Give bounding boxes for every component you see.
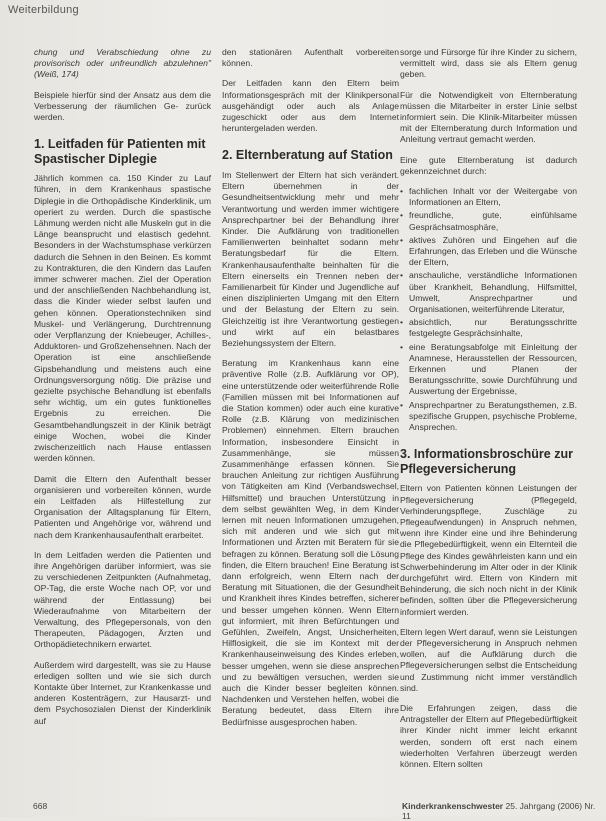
paragraph: In dem Leitfaden werden die Patienten und ihre Angehörigen darüber informiert, was sie zu verschiedenen Zeitpunkten (Aufnahmetag, OP-Tag, die erste Woche nach OP, vor und während der Entlassung) bei Wiederaufnahme von Mitarbeitern der Verwaltung, des Pflegepersonals, von den Therapeuten, Pädagogen, Ärzten und Orthopädietechnikern erwartet. [34,549,211,650]
list-item: • aktives Zuhören und Eingehen auf die Erfahrungen, das Erleben und die Wünsche der Eltern, [400,235,577,269]
paragraph: chung und Verabschiedung ohne zu provisorisch oder unfreundlich abzulehnen" (Weiß, 174) [34,47,211,80]
paragraph: Für die Notwendigkeit von Elternberatung müssen die Mitarbeiter in erster Linie selbst informiert sein. Die Klinik-Mitarbeiter müssen mit der Elternberatung durch Information und Anleitung vertraut gemacht werden. [400,89,577,145]
journal-issue: 25. Jahrgang (2006) Nr. 11 [402,801,596,821]
list-item: • eine Beratungsabfolge mit Einleitung der Anamnese, Herausstellen der Ressourcen, Erkennen und Planen der Beratungsschritte, sowie Durchführung und Auswertung der Ergebnisse, [400,342,577,398]
paragraph: Eltern von Patienten können Leistungen der Pflegeversicherung (Pflegegeld, Verhinderungspflege, Zuschläge zu Pflegeaufwendungen) in Anspruch nehmen, wenn ihre Kinder eine und ihre Behinderung die Pflegebedürftigkeit, wenn ein Elternteil die Pflege des Kindes gewährleisten kann und ein Schwerbehinderung im Alter oder in der Klinik durchgeführt wird. Eltern von Kindern mit Behinderung, die sich noch nicht in der Klinik befinden, sollten über die Pflegeversicherung informiert werden. [400,483,577,617]
paragraph: Damit die Eltern den Aufenthalt besser organisieren und vorbereiten können, wurde ein Leitfaden als Hilfestellung zur Organisation der Alltagsplanung für Eltern, Patienten und Angehörige vor, während und nach dem Krankenhausaufenthalt erarbeitet. [34,473,211,540]
list-item: • freundliche, gute, einfühlsame Gesprächsatmosphäre, [400,210,577,232]
paragraph: sorge und Fürsorge für ihre Kinder zu sichern, vermittelt wird, dass sie als Eltern genug geben. [400,47,577,80]
section-heading: 1. Leitfaden für Patienten mit Spastischer Diplegie [34,137,206,166]
bullet-list [400,186,577,433]
paragraph: Die Erfahrungen zeigen, dass die Antragsteller der Eltern auf Pflegebedürftigkeit ihrer Kinder nicht immer leicht erkannt werden, sondern oft erst nach einem wiederholten Verfahren überzeugt werden können. Eltern sollten [400,702,577,769]
list-item: • absichtlich, nur Beratungsschritte festgelegte Gesprächsinhalte, [400,317,577,339]
paragraph: Der Leitfaden kann den Eltern beim Informationsgespräch mit der Klinikpersonal ausgehändigt oder auch als Anlage zugeschickt oder aus dem Internet heruntergeladen werden. [222,78,399,134]
paragraph: Jährlich kommen ca. 150 Kinder zu Lauf führen, in dem Krankenhaus spastische Diplegie in die Orthopädische Kinderklinik, um operiert zu werden. Durch die spastische Lähmung werden nicht alle Muskeln gut in die Länge beansprucht und elastisch gedehnt. Besonders in der Wachstumsphase verkürzen dadurch die Sehnen in den Beinen. Es kommt zu Kontrakturen, die den Kindern das Laufen immer schwerer machen. Ziel der Operation und der anschließenden Nachbehandlung ist, dass die Kinder wieder selbst laufen und gehen können. Operationstechniken sind Muskel- und Verlängerung, Durchtrennung oder Verpflanzung der Kniebeuger, Achilles-, Adduktoren- und Großzehensehnen. Nach der Operation ist eine anschließende Gipsbehandlung und meistens auch eine Ordnungsversorgung nötig. Die präzise und gezielte psychische Behandlung ist ebenfalls sehr wichtig, um ein gutes funktionelles Ergebnis zu erreichen. Die Gesamtbehandlungszeit in der Klinik beträgt einige Wochen, wobei die Kinder zwischenzeitlich nach Hause entlassen werden können. [34,173,211,464]
page-number: 668 [33,801,48,811]
section-heading: 3. Informationsbroschüre zur Pflegeversicherung [400,447,573,476]
paragraph: Eine gute Elternberatung ist dadurch gekennzeichnet durch: [400,154,577,176]
section-rubric: Weiterbildung [8,4,79,16]
paragraph: Beratung im Krankenhaus kann eine präventive Rolle (z.B. Aufklärung vor OP), eine unterstützende oder weiterführende Rolle (Familien müssen mit bei Informationen auf die Station kommen) oder auch eine kurative Rolle (z.B. Klärung von medizinischen Problemen) einnehmen. Eltern brauchen Information, insbesondere Einsicht in Zusammenhänge, sie müssen Zusammenhänge erfassen können. Sie brauchen Anleitung zur richtigen Ausführung von Tätigkeiten am Kind (Verbandswechsel, Hilfsmittel) und brauchen Unterstützung in dem selbst gewählten Weg, in dem Kinder lernen mit neuen Informationen umzugehen, sich mit anderen und wie sich gut mit Informationen und Ärzten mit Beratern für sie befragen zu können. Beratung soll die Lösung finden, die Eltern brauchen! Eine Beratung ist dann erfolgreich, wenn Eltern nach der Beratung mit Situationen, die der Gesundheit und Krankheit ihres Kindes betreffen, sicherer und besser umgehen können. Wenn Eltern gut informiert, mit ihren Befürchtungen und Gefühlen, Zweifeln, Angst, Unsicherheiten, Hilflosigkeit, die sie im Kontext mit der Krankenhauseinweisung des Kindes erleben, besser umgehen, wenn sie diese ansprechen und zu bewältigen versuchen, werden sie auch die Kinder besser begleiten können. Nachdenken und Verstehen helfen, wobei die Beratung bedeutet, dass Eltern ihre Bedürfnisse ausgesprochen haben. [222,358,399,727]
paragraph: Eltern legen Wert darauf, wenn sie Leistungen der Pflegeversicherung in Anspruch nehmen wollen, auf die Aufklärung durch die Pflegeversicherungen selbst die Entscheidung und Zustimmung nicht immer verständlich sind. [400,626,577,693]
text-column-left [34,47,211,736]
paragraph: Außerdem wird dargestellt, was sie zu Hause erledigen sollten und wie sie sich durch Kontakte über Internet, zur Krankenkasse und anderen Kostenträgern, zur Hausarzt- und dem Psychosozialen Dienst der Kinderklinik auf [34,659,211,726]
list-item: • Ansprechpartner zu Beratungsthemen, z.B. spezifische Gruppen, psychische Probleme, Ansprechen. [400,400,577,434]
section-heading: 2. Elternberatung auf Station [222,148,393,163]
journal-footer [402,801,606,821]
text-column-middle [222,47,399,737]
paragraph: Im Stellenwert der Eltern hat sich verändert. Eltern übernehmen in der Gesundheitsentwicklung mehr und mehr Verantwortung und werden immer wichtigere Ansprechpartner bei der Behandlung ihrer Kinder. Die Aufklärung von traditionellen Familienwerten beinhaltet sodann mehr Beratungsbedarf für die Eltern. Krankenhausaufenthalte beinhalten für die Eltern einerseits ein Trennen neben der Familienarbeit für Kinder und Jugendliche auf einen disziplinierten Umgang mit den Eltern und der Belastung der Eltern zu sein. Gleichzeitig ist ihre Verantwortung gestiegen und wirkt auf ein belastbares Beziehungssystem der Eltern. [222,169,399,348]
paragraph: Beispiele hierfür sind der Ansatz aus dem die Verbesserung der räumlichen Ge- zurück werden. [34,89,211,123]
list-item: • fachlichen Inhalt vor der Weitergabe von Informationen an Eltern, [400,186,577,208]
list-item: • anschauliche, verständliche Informationen über Krankheit, Behandlung, Hilfsmittel, Umwelt, Ansprechpartner und Organisationen, weiterführende Literatur, [400,270,577,315]
text-column-right [400,47,577,779]
paragraph: den stationären Aufenthalt vorbereiten können. [222,47,399,69]
journal-name: Kinderkrankenschwester [402,801,504,811]
